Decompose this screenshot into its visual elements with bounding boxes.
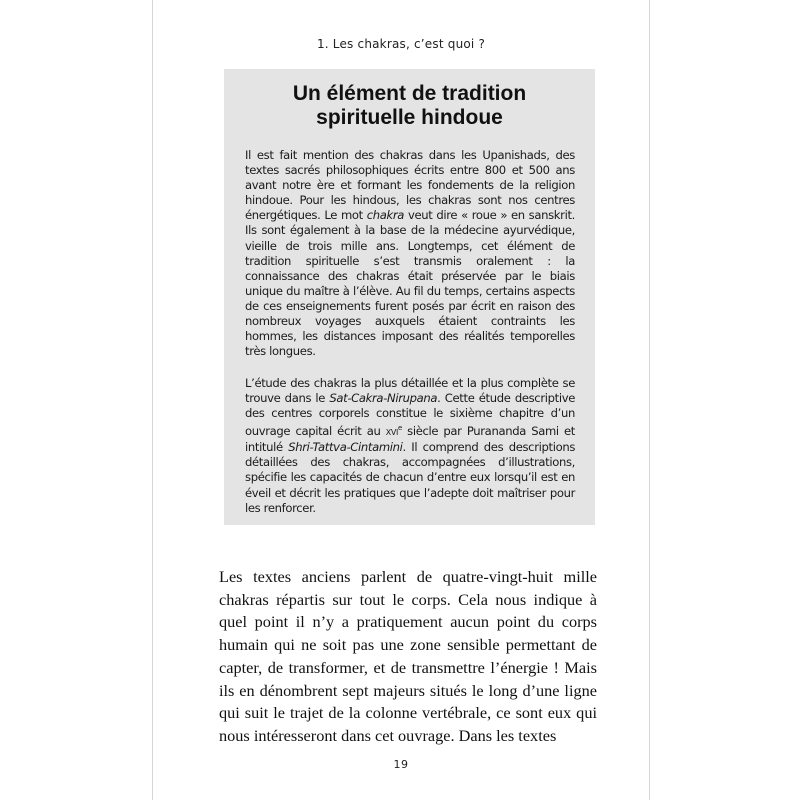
box-p2-text-a: L’étude des chakras la plus détaillée et la plus complète se trouve dans le xyxy=(245,376,575,406)
box-p2-century-suffix: e xyxy=(397,424,402,433)
running-head: 1. Les chakras, c’est quoi ? xyxy=(316,37,486,51)
box-paragraph-1 xyxy=(245,148,575,359)
box-p1-text-b: veut dire « roue » en sanskrit. Ils sont également à la base de la médecine ayurvédique, vieille de trois mille ans. Longtemps, cet élément de tradition spirituelle s’est transmis oralement : la connaissance des chakras était préservée par le biais unique du maître à l’élève. Au fil du temps, certains aspects de ces enseignements furent posés par écrit en raison des nombreux voyages auxquels étaient contraints les hommes, les distances imposant des réalités temporelles très longues. xyxy=(245,208,575,359)
box-paragraph-2 xyxy=(245,376,575,516)
box-p2-text-d: . Il comprend des descriptions détaillées des chakras, accompagnées d’illustrations, spécifie les capacités de chacun d’entre eux lorsqu’il est en éveil et décrit les pratiques que l’adepte doit maîtriser pour les renforcer. xyxy=(245,440,576,515)
box-p1-italic: chakra xyxy=(366,208,405,223)
box-p1-text-a: Il est fait mention des chakras dans les Upanishads, des textes sacrés philosophiques écrits entre 800 et 500 ans avant notre ère et formant les fondements de la religion hindoue. Pour les hindous, les chakras sont nos centres énergétiques. Le mot xyxy=(245,148,575,223)
box-p2-text-c: siècle par Puranandа Sami et intitulé xyxy=(245,424,575,455)
body-paragraph: Les textes anciens parlent de quatre-vingt-huit mille chakras répartis sur tout le corps. Cela nous indique à quel point il n’y a pratiquement aucun point du corps humain qui ne soit pas une zone sensible permettant de capter, de transformer, et de transmettre l’énergie ! Mais ils en dénombrent sept majeurs situés le long d’une ligne qui suit le trajet de la colonne vertébrale, ce sont eux qui nous intéresseront dans cet ouvrage. Dans les textes xyxy=(219,567,597,745)
box-p2-italic-2: Shri-Tattva-Cintamini xyxy=(288,440,403,455)
box-title xyxy=(224,82,595,130)
sidebar-box xyxy=(224,69,595,525)
page-number: 19 xyxy=(393,758,409,771)
book-page xyxy=(152,0,650,800)
box-p2-century: XVI xyxy=(385,428,398,438)
box-p2-italic-1: Sat-Cakra-Nirupana xyxy=(329,391,438,406)
box-title-line-2: spirituelle hindoue xyxy=(316,106,503,129)
box-title-line-1: Un élément de tradition xyxy=(292,82,527,105)
box-p2-text-b: . Cette étude descriptive des centres corporels constitue le sixième chapitre d’un ouvrage capital écrit au xyxy=(245,391,575,439)
